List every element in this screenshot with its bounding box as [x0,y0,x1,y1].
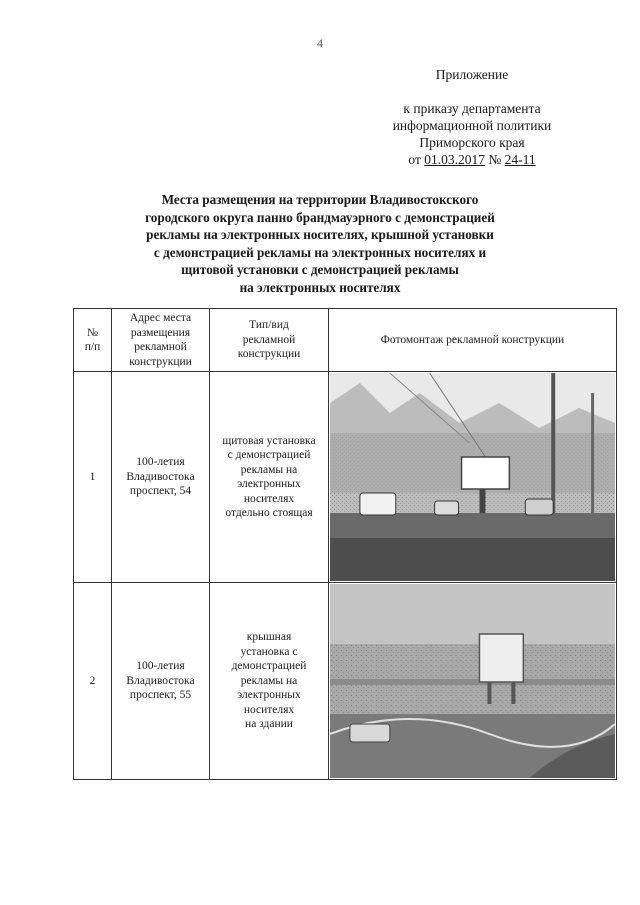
table-row [74,583,617,780]
header-type: Тип/вид рекламной конструкции [210,309,329,372]
header-photo: Фотомонтаж рекламной конструкции [329,309,617,372]
table-header-row [74,309,617,372]
order-date: 01.03.2017 [424,152,485,167]
title-line: городского округа панно брандмауэрного с демонстрацией [145,209,495,225]
placement-table [73,308,617,780]
appendix-title: Приложение [435,67,509,82]
row-num: 2 [74,583,112,780]
date-prefix: от [408,152,421,167]
row-address: 100-летия Владивостока проспект, 54 [112,372,210,583]
row-num: 1 [74,372,112,583]
title-line: с демонстрацией рекламы на электронных носителях и [153,244,487,260]
row-type: крышная установка с демонстрацией рекламы на электронных носителях на здании [210,583,329,780]
title-line: рекламы на электронных носителях, крышной установки [146,227,494,242]
page-number: 4 [317,36,323,50]
rooftop-installation-photo [330,584,615,778]
row-photo [329,372,617,583]
header-num: № п/п [74,309,112,372]
table-row [74,372,617,583]
number-prefix: № [488,152,502,167]
header-address: Адрес места размещения рекламной конструкции [112,309,210,372]
order-number: 24-11 [504,152,536,167]
appendix-line-1: к приказу департамента [403,101,541,116]
appendix-line-2: информационной политики [392,118,552,133]
title-line: Места размещения на территории Владивостокского [161,192,479,207]
row-photo [329,583,617,780]
title-line: на электронных носителях [239,279,401,295]
street-billboard-photo [330,373,615,581]
row-type: щитовая установка с демонстрацией рекламы на электронных носителях отдельно стоящая [210,372,329,583]
order-date-line [372,151,572,168]
row-address: 100-летия Владивостока проспект, 55 [112,583,210,780]
appendix-line-3: Приморского края [419,135,525,150]
document-title [110,191,530,296]
title-line: щитовой установки с демонстрацией рекламы [181,262,459,277]
appendix-block [372,66,572,168]
